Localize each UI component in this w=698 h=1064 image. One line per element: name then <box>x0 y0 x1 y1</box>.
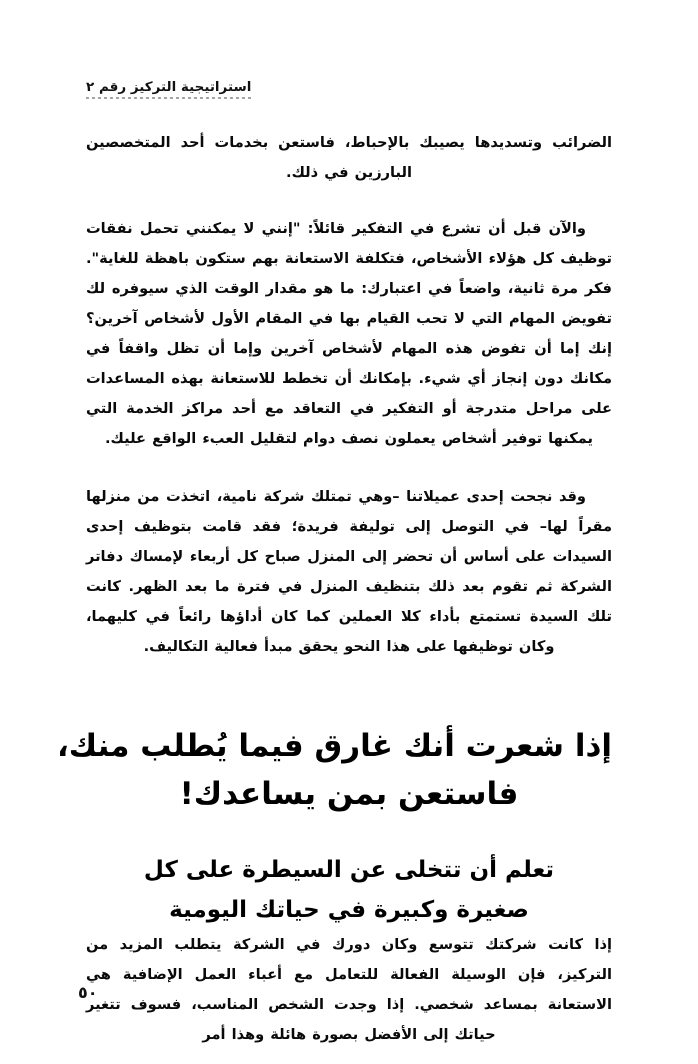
paragraph-1: الضرائب وتسديدها يصيبك بالإحباط، فاستعن بخدمات أحد المتخصصين البارزين في ذلك. <box>86 134 612 181</box>
display-heading <box>56 722 612 818</box>
paragraph-2: والآن قبل أن تشرع في التفكير قائلاً: "إنني لا يمكنني تحمل نفقات توظيف كل هؤلاء الأشخاص، فتكلفة الاستعانة بهم ستكون باهظة للغاية". فكر مرة ثانية، واضعاً في اعتبارك: ما هو مقدار الوقت الذي سيوفره لك تفويض المهام التي لا تحب القيام بها في المقام الأول لأشخاص آخرين؟ إنك إما أن تفوض هذه المهام لأشخاص آخرين وإما أن تظل واقفاً في مكانك دون إنجاز أي شيء. بإمكانك أن تخطط للاستعانة بهذه المساعدات على مراحل متدرجة أو التفكير في التعاقد مع أحد مراكز الخدمة التي يمكنها توفير أشخاص يعملون نصف دوام لتقليل العبء الواقع عليك. <box>86 220 612 447</box>
sub-heading <box>86 850 612 930</box>
running-header <box>86 76 612 99</box>
text-column <box>56 128 612 1050</box>
sub-heading-line-1: تعلم أن تتخلى عن السيطرة على كل <box>143 857 555 883</box>
page-number: ٥٠ <box>78 983 98 1002</box>
paragraph-3: وقد نجحت إحدى عميلاتنا –وهي تمتلك شركة نامية، اتخذت من منزلها مقراً لها– في التوصل إلى توليفة فريدة؛ فقد قامت بتوظيف إحدى السيدات على أساس أن تحضر إلى المنزل صباح كل أربعاء لإمساك دفاتر الشركة ثم تقوم بعد ذلك بتنظيف المنزل في فترة ما بعد الظهر. كانت تلك السيدة تستمتع بأداء كلا العملين كما كان أداؤها رائعاً في كليهما، وكان توظيفها على هذا النحو يحقق مبدأ فعالية التكاليف. <box>86 488 612 655</box>
paragraph-spacer <box>86 188 612 214</box>
display-heading-line-2: فاستعن بمن يساعدك! <box>179 776 519 812</box>
paragraph-spacer <box>86 454 612 482</box>
running-header-title: استراتيجية التركيز رقم ٢ <box>86 79 252 95</box>
sub-heading-line-2: صغيرة وكبيرة في حياتك اليومية <box>169 897 529 923</box>
display-heading-line-1: إذا شعرت أنك غارق فيما يُطلب منك، <box>56 728 612 764</box>
closing-paragraph: إذا كانت شركتك تتوسع وكان دورك في الشركة يتطلب المزيد من التركيز، فإن الوسيلة الفعالة للتعامل مع أعباء العمل الإضافية هي الاستعانة بمساعد شخصي. إذا وجدت الشخص المناسب، فسوف تتغير حياتك إلى الأفضل بصورة هائلة وهذا أمر <box>86 936 612 1043</box>
running-header-rule <box>86 97 254 99</box>
